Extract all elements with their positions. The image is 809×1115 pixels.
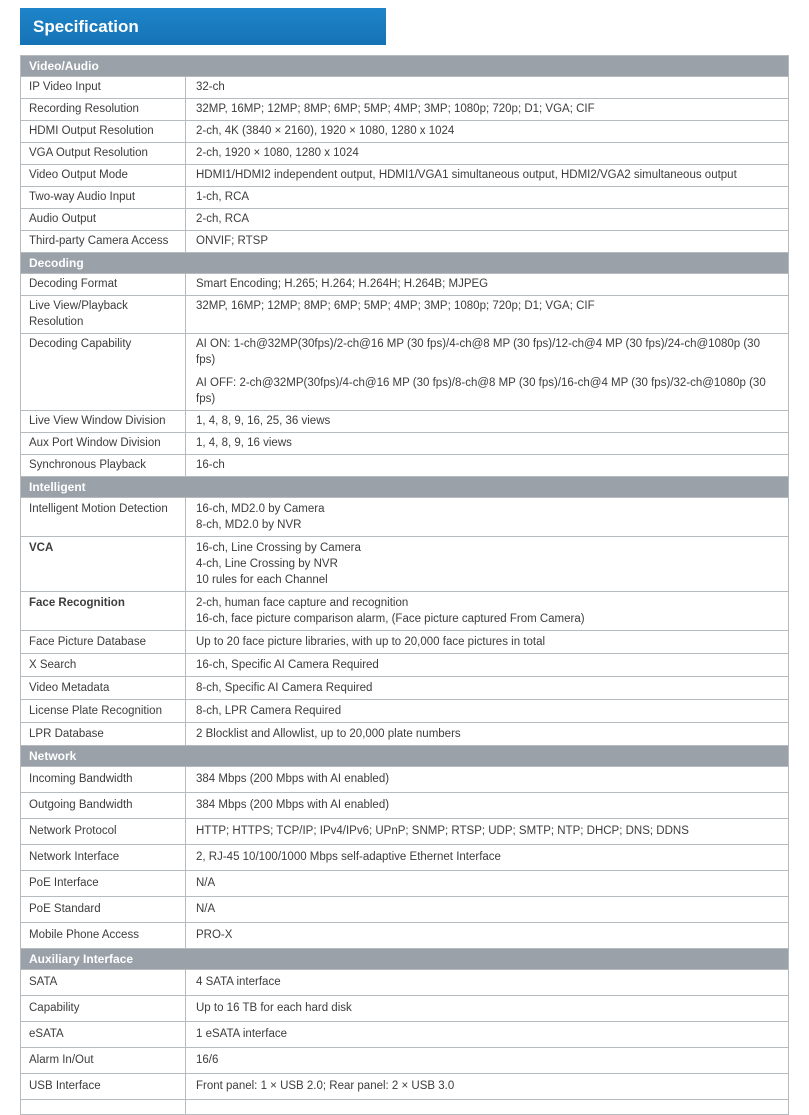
row-label: Third-party Camera Access: [21, 231, 186, 252]
row-label: Face Recognition: [21, 592, 186, 630]
value-line: 16-ch: [196, 459, 225, 471]
value-line: 32MP, 16MP; 12MP; 8MP; 6MP; 5MP; 4MP; 3MP; 1080p; 720p; D1; VGA; CIF: [196, 300, 595, 312]
value-line: 16-ch, face picture comparison alarm, (Face picture captured From Camera): [196, 613, 585, 625]
row-label: Face Picture Database: [21, 631, 186, 653]
value-line: N/A: [196, 877, 216, 889]
row-label: Synchronous Playback: [21, 455, 186, 476]
value-line: 8-ch, MD2.0 by NVR: [196, 519, 302, 531]
row-value: [186, 274, 788, 295]
spec-row-audio-output: [21, 209, 788, 231]
value-line: 16-ch, Specific AI Camera Required: [196, 659, 379, 671]
row-label: Capability: [21, 996, 186, 1021]
row-label: SATA: [21, 970, 186, 995]
spec-row-recording-resolution: [21, 99, 788, 121]
value-line: 1 eSATA interface: [196, 1028, 287, 1040]
row-label: [21, 1100, 186, 1114]
row-value: [186, 498, 788, 536]
spec-row-sata: [21, 970, 788, 996]
spec-table: [20, 55, 789, 1115]
row-value: [186, 231, 788, 252]
value-line: 8-ch, Specific AI Camera Required: [196, 682, 373, 694]
row-value: [186, 334, 788, 410]
row-value: [186, 700, 788, 722]
spec-row-live-view-playback-resolution: [21, 296, 788, 334]
spec-row-outgoing-bandwidth: [21, 793, 788, 819]
row-value: [186, 923, 788, 948]
row-value: [186, 970, 788, 995]
row-value: [186, 1048, 788, 1073]
value-line: 16-ch, Line Crossing by Camera: [196, 542, 361, 554]
row-value: [186, 793, 788, 818]
value-line: HDMI1/HDMI2 independent output, HDMI1/VGA1 simultaneous output, HDMI2/VGA2 simultaneous output: [196, 169, 737, 181]
value-line: PRO-X: [196, 929, 233, 941]
spec-row-network-protocol: [21, 819, 788, 845]
value-line: 8-ch, LPR Camera Required: [196, 705, 342, 717]
row-value: [186, 819, 788, 844]
row-label: Network Protocol: [21, 819, 186, 844]
row-value: [186, 411, 788, 432]
row-label: Live View Window Division: [21, 411, 186, 432]
row-value: [186, 996, 788, 1021]
spec-row-ip-video-input: [21, 77, 788, 99]
section-header-decoding: Decoding: [21, 253, 788, 274]
section-header-intelligent: Intelligent: [21, 477, 788, 498]
row-value: [186, 897, 788, 922]
value-line: N/A: [196, 903, 216, 915]
row-label: Video Output Mode: [21, 165, 186, 186]
row-value: [186, 455, 788, 476]
spec-row-esata: [21, 1022, 788, 1048]
row-label: Outgoing Bandwidth: [21, 793, 186, 818]
value-line: 32MP, 16MP; 12MP; 8MP; 6MP; 5MP; 4MP; 3MP; 1080p; 720p; D1; VGA; CIF: [196, 103, 595, 115]
row-label: Decoding Format: [21, 274, 186, 295]
section-header-video-audio: Video/Audio: [21, 56, 788, 77]
row-label: eSATA: [21, 1022, 186, 1047]
spec-row-hdmi-output-resolution: [21, 121, 788, 143]
value-line: Front panel: 1 × USB 2.0; Rear panel: 2 × USB 3.0: [196, 1080, 455, 1092]
spec-row-poe-interface: [21, 871, 788, 897]
value-line: 1, 4, 8, 9, 16, 25, 36 views: [196, 415, 331, 427]
spec-row-mobile-phone-access: [21, 923, 788, 949]
row-label: X Search: [21, 654, 186, 676]
row-label: LPR Database: [21, 723, 186, 745]
row-label: Decoding Capability: [21, 334, 186, 410]
spec-row-synchronous-playback: [21, 455, 788, 477]
spec-row-network-interface: [21, 845, 788, 871]
page-title-banner: [20, 8, 386, 45]
spec-row-video-output-mode: [21, 165, 788, 187]
spec-row-live-view-window-division: [21, 411, 788, 433]
row-label: VGA Output Resolution: [21, 143, 186, 164]
spec-row-video-metadata: [21, 677, 788, 700]
row-label: Mobile Phone Access: [21, 923, 186, 948]
row-value: [186, 631, 788, 653]
spec-row-x-search: [21, 654, 788, 677]
row-label: Live View/Playback Resolution: [21, 296, 186, 333]
spec-row-alarm-in-out: [21, 1048, 788, 1074]
spec-row-capability: [21, 996, 788, 1022]
row-label: Intelligent Motion Detection: [21, 498, 186, 536]
value-line: 2-ch, human face capture and recognition: [196, 597, 409, 609]
row-value: [186, 537, 788, 591]
row-value: [186, 165, 788, 186]
row-label: Aux Port Window Division: [21, 433, 186, 454]
row-value: [186, 143, 788, 164]
row-value: [186, 871, 788, 896]
row-value: [186, 1100, 788, 1114]
row-value: [186, 296, 788, 333]
row-label: HDMI Output Resolution: [21, 121, 186, 142]
row-label: Two-way Audio Input: [21, 187, 186, 208]
row-value: [186, 654, 788, 676]
section-header-network: Network: [21, 746, 788, 767]
partial-row: [21, 1100, 788, 1115]
row-value: [186, 592, 788, 630]
row-value: [186, 209, 788, 230]
row-value: [186, 723, 788, 745]
value-line: 16-ch, MD2.0 by Camera: [196, 503, 325, 515]
row-value: [186, 1074, 788, 1099]
row-value: [186, 121, 788, 142]
value-line: Up to 20 face picture libraries, with up to 20,000 face pictures in total: [196, 636, 546, 648]
row-label: Incoming Bandwidth: [21, 767, 186, 792]
row-label: PoE Standard: [21, 897, 186, 922]
section-header-auxiliary-interface: Auxiliary Interface: [21, 949, 788, 970]
value-line: 1-ch, RCA: [196, 191, 250, 203]
spec-row-intelligent-motion-detection: [21, 498, 788, 537]
value-line: 16/6: [196, 1054, 219, 1066]
row-label: USB Interface: [21, 1074, 186, 1099]
value-line: 2 Blocklist and Allowlist, up to 20,000 plate numbers: [196, 728, 461, 740]
value-line: 384 Mbps (200 Mbps with AI enabled): [196, 773, 390, 785]
value-line: 4-ch, Line Crossing by NVR: [196, 558, 338, 570]
value-line: 1, 4, 8, 9, 16 views: [196, 437, 292, 449]
value-line: ONVIF; RTSP: [196, 235, 268, 247]
value-line: Smart Encoding; H.265; H.264; H.264H; H.264B; MJPEG: [196, 278, 489, 290]
row-label: Audio Output: [21, 209, 186, 230]
value-line: 2, RJ-45 10/100/1000 Mbps self-adaptive Ethernet Interface: [196, 851, 501, 863]
row-value: [186, 767, 788, 792]
row-value: [186, 677, 788, 699]
spec-row-incoming-bandwidth: [21, 767, 788, 793]
row-label: Recording Resolution: [21, 99, 186, 120]
row-value: [186, 1022, 788, 1047]
spec-row-face-picture-database: [21, 631, 788, 654]
value-line: AI ON: 1-ch@32MP(30fps)/2-ch@16 MP (30 fps)/4-ch@8 MP (30 fps)/12-ch@4 MP (30 fps)/24-ch@1080p (30 fps): [196, 338, 760, 366]
row-value: [186, 77, 788, 98]
spec-row-lpr-database: [21, 723, 788, 746]
spec-row-poe-standard: [21, 897, 788, 923]
row-label: License Plate Recognition: [21, 700, 186, 722]
spec-row-license-plate-recognition: [21, 700, 788, 723]
spec-row-face-recognition: [21, 592, 788, 631]
row-label: VCA: [21, 537, 186, 591]
spec-row-decoding-format: [21, 274, 788, 296]
row-value: [186, 99, 788, 120]
spec-row-two-way-audio-input: [21, 187, 788, 209]
value-line: Up to 16 TB for each hard disk: [196, 1002, 352, 1014]
row-label: Video Metadata: [21, 677, 186, 699]
row-label: Alarm In/Out: [21, 1048, 186, 1073]
row-value: [186, 845, 788, 870]
row-value: [186, 433, 788, 454]
value-line: 384 Mbps (200 Mbps with AI enabled): [196, 799, 390, 811]
value-line: HTTP; HTTPS; TCP/IP; IPv4/IPv6; UPnP; SNMP; RTSP; UDP; SMTP; NTP; DHCP; DNS; DDNS: [196, 825, 689, 837]
spec-row-third-party-camera-access: [21, 231, 788, 253]
row-label: Network Interface: [21, 845, 186, 870]
spec-row-vga-output-resolution: [21, 143, 788, 165]
value-line: 2-ch, 1920 × 1080, 1280 x 1024: [196, 147, 359, 159]
spec-row-usb-interface: [21, 1074, 788, 1100]
row-label: IP Video Input: [21, 77, 186, 98]
spec-row-vca: [21, 537, 788, 592]
row-label: PoE Interface: [21, 871, 186, 896]
value-line: 10 rules for each Channel: [196, 574, 328, 586]
spec-row-decoding-capability: [21, 334, 788, 411]
value-line: 2-ch, 4K (3840 × 2160), 1920 × 1080, 1280 x 1024: [196, 125, 455, 137]
value-line: 32-ch: [196, 81, 225, 93]
value-line: 2-ch, RCA: [196, 213, 250, 225]
value-line: 4 SATA interface: [196, 976, 281, 988]
row-value: [186, 187, 788, 208]
spec-row-aux-port-window-division: [21, 433, 788, 455]
page-title: Specification: [33, 16, 139, 36]
value-line: AI OFF: 2-ch@32MP(30fps)/4-ch@16 MP (30 fps)/8-ch@8 MP (30 fps)/16-ch@4 MP (30 fps)/32-ch@1080p (30 fps): [196, 377, 766, 405]
